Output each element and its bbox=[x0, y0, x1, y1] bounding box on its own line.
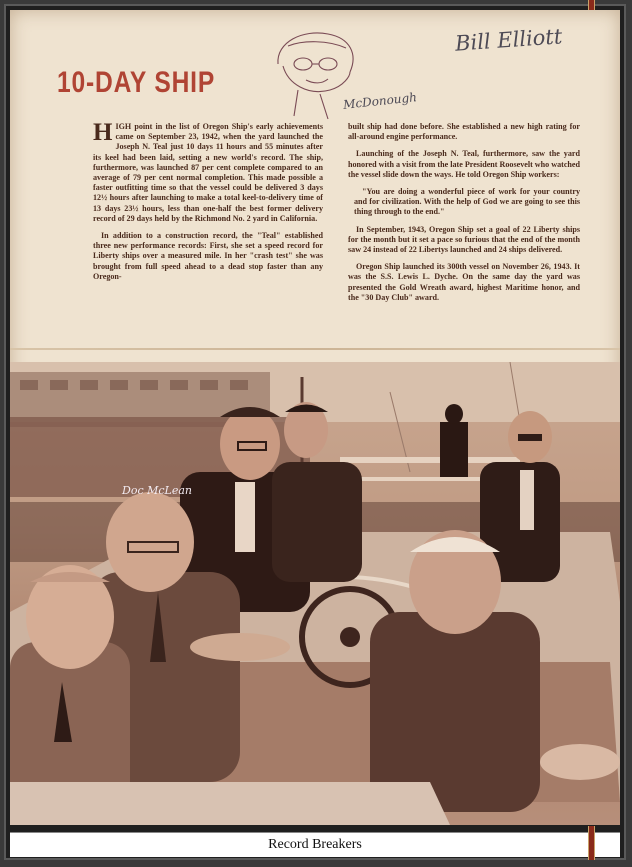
photo-illustration bbox=[10, 362, 620, 825]
autograph-middle: McDonough bbox=[342, 90, 418, 112]
drop-cap: H bbox=[93, 119, 113, 146]
article-paragraph: In addition to a construction record, the "Teal" established three new performance records: First, she set a speed record for Liberty ships over a measured mile. In her "crash test" she was brought from full speed ahead to a dead stop faster than any Oregon- bbox=[93, 231, 323, 281]
autograph-top: Bill Elliott bbox=[454, 24, 563, 56]
caption-bar bbox=[10, 832, 620, 857]
article-paragraph: IGH point in the list of Oregon Ship's early achievements came on September 23, 1942, when the yard launched the Joseph N. Teal just 10 days 11 hours and 55 minutes after its keel had been laid, setting a new world's record. The ship, furthermore, was launched 87 per cent complete compared to an average of 79 per cent normal completion. This made possible a faster outfitting time so that the vessel could be delivered 3 days 12½ hours after launching to make a total keel-to-delivery time of 13 days 23½ hours, less than one-half the best former delivery record of 29 days held by the Richmond No. 2 yard in California. bbox=[93, 122, 323, 223]
article-paragraph: built ship had done before. She established a new high rating for all-around engine performance. bbox=[348, 122, 580, 142]
photo-caption: Record Breakers bbox=[268, 837, 362, 852]
article-paragraph: In September, 1943, Oregon Ship set a goal of 22 Liberty ships for the month but it set a pace so furious that the end of the month saw 24 instead of 22 Libertys launched and 24 ships delivered. bbox=[348, 224, 580, 255]
article-column-left bbox=[93, 119, 323, 289]
page-crease bbox=[10, 348, 620, 350]
article-paragraph: Oregon Ship launched its 300th vessel on November 26, 1943. It was the S.S. Lewis L. Dyche. On the same day the yard was presented the Gold Wreath award, highest Maritime honor, and the "30 Day Club" award. bbox=[348, 262, 580, 302]
bookmark-ribbon-bottom bbox=[588, 826, 595, 860]
article-paragraph: Launching of the Joseph N. Teal, furthermore, saw the yard honored with a visit from the late President Roosevelt who watched the vessel slide down the ways. He told Oregon Ship workers: bbox=[348, 149, 581, 179]
article-column-right bbox=[348, 122, 580, 310]
scanned-magazine-page bbox=[10, 10, 620, 825]
page-headline: 10-DAY SHIP bbox=[57, 66, 216, 99]
roosevelt-quote: "You are doing a wonderful piece of work for your country and for civilization. With the help of God we are going to see this thing through to the end." bbox=[354, 187, 580, 217]
press-photo bbox=[10, 362, 620, 825]
photo-inscription: Doc McLean bbox=[122, 484, 192, 497]
